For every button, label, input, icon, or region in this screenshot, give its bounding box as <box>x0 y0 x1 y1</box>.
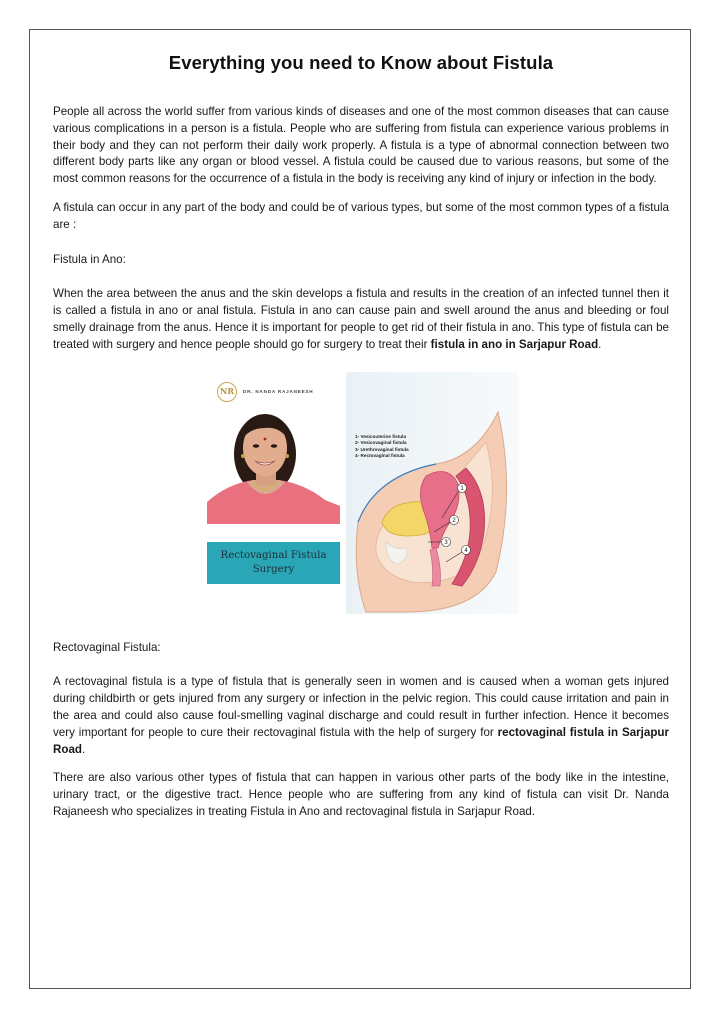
document-page <box>29 29 691 989</box>
doctor-promo-card <box>207 378 340 588</box>
pelvic-anatomy-diagram <box>346 372 518 614</box>
legend-item: 3- Urethrovaginal fistula <box>355 446 409 452</box>
svg-text:4: 4 <box>464 547 468 554</box>
marker-3 <box>442 537 451 546</box>
closing-paragraph: There are also various other types of fistula that can happen in various other parts of the body like in the intestine, urinary tract, or the digestive tract. Hence people who are suffering from any kind of fistula can visit Dr. Nanda Rajaneesh who specializes in treating Fistula in Ano and rectovaginal fistula in Sarjapur Road. <box>53 771 669 818</box>
fistula-in-ano-keyword: fistula in ano in Sarjapur Road <box>430 337 599 351</box>
caption-line-1: Rectovaginal Fistula <box>220 549 327 561</box>
legend-item: 1- Vesicouterine fistula <box>355 433 407 439</box>
fistula-in-ano-end: . <box>598 337 602 351</box>
legend-item: 4- Rectovaginal fistula <box>355 453 405 459</box>
marker-2 <box>450 515 459 524</box>
legend-item: 2- Vesicovaginal fistula <box>355 440 407 446</box>
svg-text:2: 2 <box>452 517 456 524</box>
document-content <box>53 52 669 821</box>
marker-1 <box>458 483 467 492</box>
rectovaginal-paragraph <box>53 674 669 758</box>
doctor-portrait-image <box>207 406 340 524</box>
section-heading-fistula-in-ano: Fistula in Ano: <box>53 252 126 266</box>
surgery-caption-box <box>207 542 340 584</box>
fistula-figure <box>53 372 669 618</box>
rectovaginal-end: . <box>81 742 86 756</box>
intro-paragraph: People all across the world suffer from various kinds of diseases and one of the most common diseases that can cause various complications in a person is a fistula. People who are suffering from fistula can experience various problems in their body and they can not perform their daily work properly. A fistula is a type of abnormal connection between two different body parts like any organ or blood vessel. A fistula could be caused due to various reasons, but some of the most common reasons for the occurrence of a fistula in the body is receiving any kind of injury or infection in the body. <box>53 105 669 186</box>
fistula-in-ano-text: When the area between the anus and the skin develops a fistula and results in the creation of an infected tunnel then it is called a fistula in ano or anal fistula. Fistula in ano can cause pain and swell around the anus and bleeding or foul smelly drainage from the anus. Hence it is important for people to get rid of their fistula in ano. This type of fistula can be treated with surgery and hence people should go for surgery to treat their <box>53 287 669 351</box>
types-intro-paragraph: A fistula can occur in any part of the body and could be of various types, but some of the most common types of a fistula are : <box>53 200 669 231</box>
clinic-logo-text: DR. NANDA RAJANEESH <box>243 388 314 394</box>
fistula-types-legend <box>355 434 409 460</box>
document-title: Everything you need to Know about Fistula <box>168 52 554 73</box>
section-heading-rectovaginal: Rectovaginal Fistula: <box>53 640 161 654</box>
rectovaginal-text: A rectovaginal fistula is a type of fistula that is generally seen in women and is caused when a woman gets injured during childbirth or gets injured from any surgery or infection in the pelvic region. This could cause irritation and pain in the area and could also cause foul-smelling vaginal discharge and could result in further infection. Hence it becomes very important for people to cure their rectovaginal fistula with the help of surgery for <box>53 675 669 739</box>
svg-text:3: 3 <box>444 539 448 546</box>
marker-4 <box>462 545 471 554</box>
clinic-logo: NR <box>217 382 237 402</box>
caption-line-2: Surgery <box>252 563 295 575</box>
svg-text:1: 1 <box>460 485 464 492</box>
fistula-in-ano-paragraph <box>53 286 669 353</box>
rectovaginal-keyword: rectovaginal fistula in Sarjapur Road <box>53 725 669 756</box>
